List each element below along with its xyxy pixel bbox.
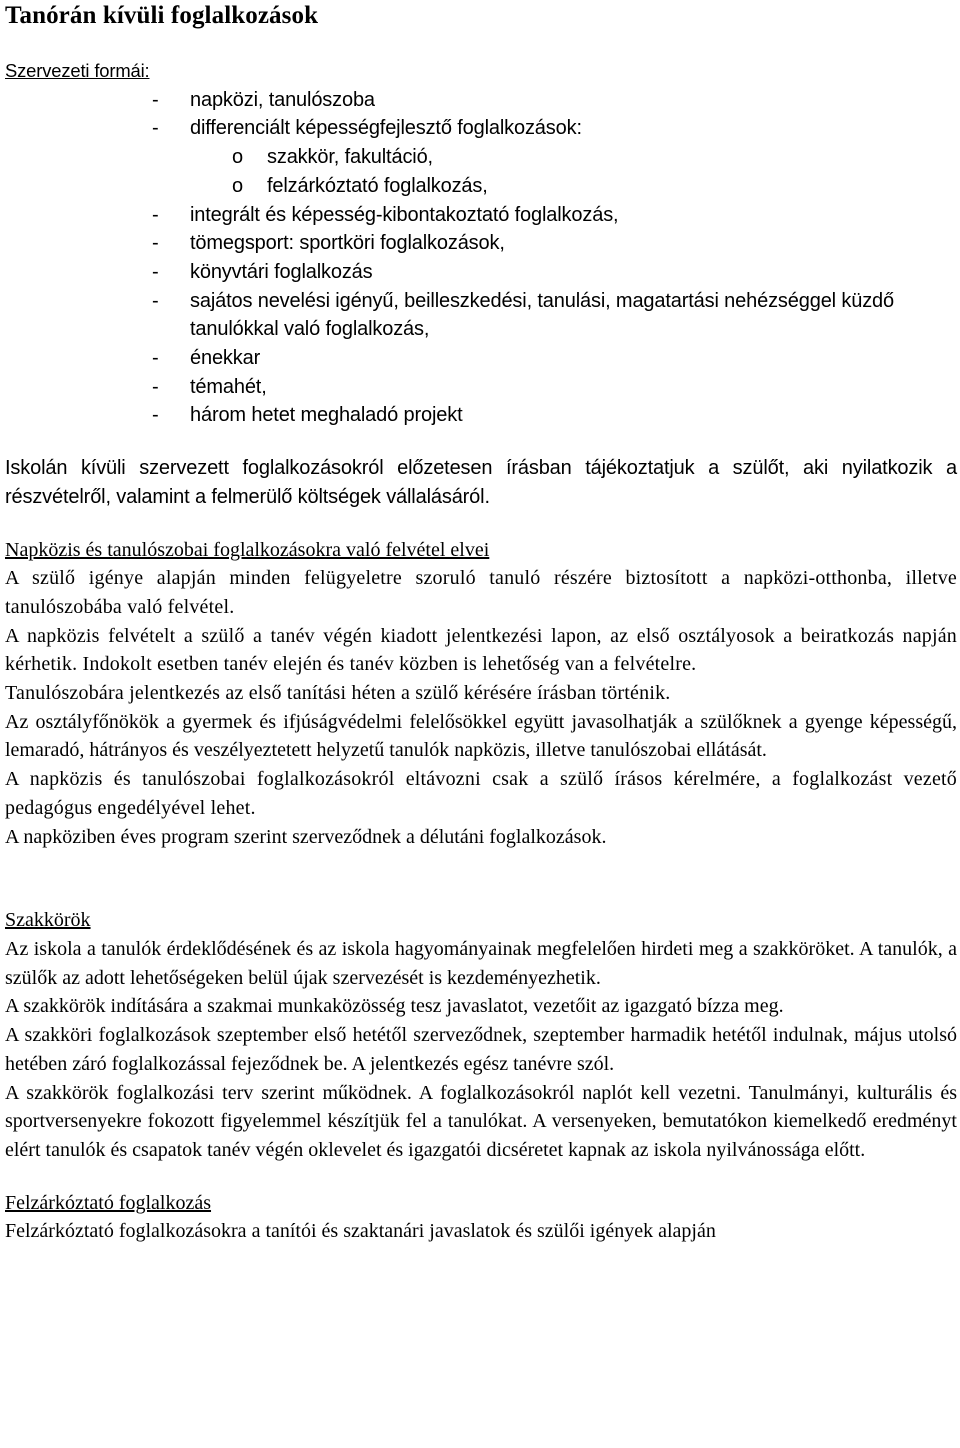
page-title: Tanórán kívüli foglalkozások: [5, 2, 319, 29]
list-item-text: napközi, tanulószoba: [190, 88, 375, 111]
spacer: [5, 851, 957, 906]
spacer: [5, 512, 957, 536]
list-subitem: [5, 172, 957, 201]
list-subitem: [5, 143, 957, 172]
forms-section: [5, 57, 957, 430]
list-item: [5, 287, 957, 344]
list-marker: -: [152, 232, 159, 255]
list-item: [5, 401, 957, 430]
spacer: [5, 31, 957, 57]
list-item: [5, 344, 957, 373]
list-item-text: témahét,: [190, 375, 267, 398]
list-marker: o: [232, 174, 243, 197]
felzarkozato-section: [5, 1189, 957, 1246]
list-item-text: integrált és képesség-kibontakoztató foglalkozás,: [190, 203, 619, 226]
list-item-text: tömegsport: sportköri foglalkozások,: [190, 232, 505, 255]
list-item: [5, 229, 957, 258]
paragraph: A napközis felvételt a szülő a tanév végén kiadott jelentkezési lapon, az első osztályosok a beiratkozás napján kérhetik. Indokolt esetben tanév elején és tanév közben is lehetőség van a felvételre.: [5, 624, 957, 676]
list-item: [5, 373, 957, 402]
paragraph: A szülő igénye alapján minden felügyeletre szoruló tanuló részére biztosított a napközi-otthonba, illetve tanulószobába való felvétel.: [5, 567, 957, 618]
list-marker: -: [152, 260, 159, 283]
paragraph: Az iskola a tanulók érdeklődésének és az iskola hagyományainak megfelelően hirdeti meg a szakköröket. A tanulók, a szülők az adott lehetőségeken belül újak szervezését is kezdeményezhetik.: [5, 937, 957, 989]
napkozi-heading: Napközis és tanulószobai foglalkozásokra való felvétel elvei: [5, 538, 490, 561]
list-item: [5, 201, 957, 230]
paragraph: A napköziben éves program szerint szerveződnek a délutáni foglalkozások.: [5, 825, 607, 848]
list-marker: -: [152, 347, 159, 370]
list-item-text: szakkör, fakultáció,: [267, 146, 433, 169]
list-item-text: könyvtári foglalkozás: [190, 260, 373, 283]
paragraph: A szakköri foglalkozások szeptember első hetétől szerveződnek, szeptember harmadik hetétől indulnak, május utolsó hetében záró foglalkozással fejeződnek be. A jelentkezés egész tanévre szól.: [5, 1024, 957, 1075]
list-item-text: differenciált képességfejlesztő foglalkozások:: [190, 117, 582, 140]
list-item: [5, 86, 957, 115]
paragraph: A szakkörök indítására a szakmai munkaközösség tesz javaslatot, vezetőit az igazgató bízza meg.: [5, 995, 784, 1018]
list-marker: -: [152, 375, 159, 398]
list-marker: o: [232, 146, 243, 169]
paragraph: Az osztályfőnökök a gyermek és ifjúságvédelmi felelősökkel együtt javasolhatják a szülőknek a gyenge képességű, lemaradó, hátrányos és veszélyeztetett helyzetű tanulók napközis, illetve tanulószobai ellátását.: [5, 710, 957, 762]
list-marker: -: [152, 117, 159, 140]
felzarkozato-heading: Felzárkóztató foglalkozás: [5, 1191, 212, 1214]
list-item-text: sajátos nevelési igényű, beilleszkedési, tanulási, magatartási nehézséggel küzdő tanulókkal való foglalkozás,: [190, 289, 894, 341]
paragraph: A szakkörök foglalkozási terv szerint működnek. A foglalkozásokról naplót kell vezetni. Tanulmányi, kulturális és sportversenyekre fokozott figyelemmel készítjük fel a tanulókat. A versenyeken, bemutatókon kiemelkedő eredményt elért tanulók és csapatok tanév végén oklevelet és igazgatói dicséretet kapnak az iskola nyilvánossága előtt.: [5, 1081, 957, 1161]
forms-list: [5, 86, 957, 430]
outside-school-paragraph: Iskolán kívüli szervezett foglalkozásokról előzetesen írásban tájékoztatjuk a szülőt, aki nyilatkozik a részvételről, valamint a felmerülő költségek vállalásáról.: [5, 457, 957, 508]
list-item-text: három hetet meghaladó projekt: [190, 404, 463, 427]
list-marker: -: [152, 404, 159, 427]
list-item: [5, 258, 957, 287]
list-marker: -: [152, 203, 159, 226]
document-page: [5, 0, 957, 1246]
list-item-text: felzárkóztató foglalkozás,: [267, 174, 488, 197]
list-marker: -: [152, 88, 159, 111]
spacer: [5, 1165, 957, 1189]
list-marker: -: [152, 289, 159, 312]
forms-heading: Szervezeti formái:: [5, 60, 150, 81]
szakkorok-section: [5, 906, 957, 1164]
spacer: [5, 430, 957, 454]
paragraph: A napközis és tanulószobai foglalkozásokról eltávozni csak a szülő írásos kérelmére, a foglalkozást vezető pedagógus engedélyével lehet.: [5, 768, 957, 819]
szakkorok-heading: Szakkörök: [5, 909, 91, 932]
list-item-text: énekkar: [190, 347, 261, 370]
list-item: [5, 114, 957, 143]
paragraph: Felzárkóztató foglalkozásokra a tanítói és szaktanári javaslatok és szülői igények alapján: [5, 1220, 716, 1243]
napkozi-section: [5, 536, 957, 852]
paragraph: Tanulószobára jelentkezés az első tanítási héten a szülő kérésére írásban történik.: [5, 682, 671, 705]
